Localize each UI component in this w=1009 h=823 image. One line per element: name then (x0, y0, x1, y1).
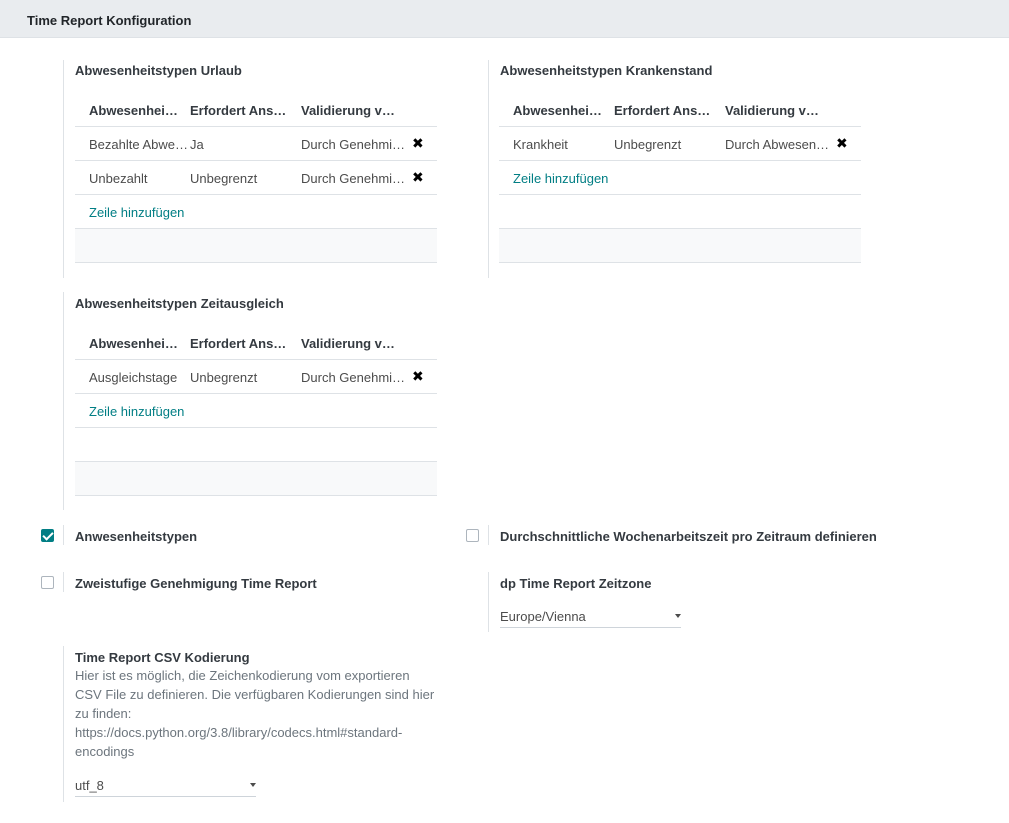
cell-type[interactable]: Bezahlte Abwe… (89, 137, 189, 152)
anwesenheitstypen-label: Anwesenheitstypen (75, 529, 198, 544)
column-header[interactable]: Abwesenhei… (89, 336, 178, 351)
durchschnitt-label: Durchschnittliche Wochenarbeitszeit pro Zeitraum definieren (500, 529, 877, 544)
chevron-down-icon (675, 614, 681, 618)
divider (63, 525, 64, 545)
table-row[interactable] (75, 161, 437, 195)
cell-validation[interactable]: Durch Abwesen… (725, 137, 830, 152)
zeitzone-value: Europe/Vienna (500, 609, 586, 624)
divider (63, 572, 64, 592)
cell-type[interactable]: Ausgleichstage (89, 370, 178, 385)
divider (63, 60, 64, 278)
column-header[interactable]: Erfordert Ans… (614, 103, 711, 118)
table-row[interactable] (499, 127, 861, 161)
table-header (499, 93, 861, 127)
cell-validation[interactable]: Durch Genehmi… (301, 137, 406, 152)
divider (63, 292, 64, 510)
divider (488, 525, 489, 545)
divider (488, 572, 489, 632)
cell-required[interactable]: Unbegrenzt (190, 370, 258, 385)
empty-row (75, 229, 437, 263)
divider (63, 646, 64, 802)
add-line-row (75, 195, 437, 229)
zeitzone-select[interactable] (500, 606, 681, 628)
add-line-link[interactable]: Zeile hinzufügen (513, 171, 609, 186)
empty-row (499, 195, 861, 229)
add-line-row (499, 161, 861, 195)
section-title-zeitausgleich: Abwesenheitstypen Zeitausgleich (75, 296, 284, 311)
add-line-link[interactable]: Zeile hinzufügen (89, 205, 185, 220)
table-row[interactable] (75, 360, 437, 394)
section-title-krankenstand: Abwesenheitstypen Krankenstand (500, 63, 713, 78)
durchschnitt-checkbox[interactable] (466, 529, 479, 542)
column-header[interactable]: Validierung v… (725, 103, 819, 118)
column-header[interactable]: Abwesenhei… (513, 103, 602, 118)
cell-required[interactable]: Unbegrenzt (614, 137, 682, 152)
divider (488, 60, 489, 278)
zweistufig-label: Zweistufige Genehmigung Time Report (75, 576, 317, 591)
cell-required[interactable]: Ja (190, 137, 204, 152)
cell-type[interactable]: Krankheit (513, 137, 568, 152)
add-line-row (75, 394, 437, 428)
close-icon[interactable]: ✖ (412, 169, 424, 185)
anwesenheitstypen-checkbox[interactable] (41, 529, 54, 542)
urlaub-table (75, 93, 437, 264)
table-row[interactable] (75, 127, 437, 161)
page-title: Time Report Konfiguration (27, 13, 192, 28)
table-header (75, 93, 437, 127)
column-header[interactable]: Abwesenhei… (89, 103, 178, 118)
zeitzone-label: dp Time Report Zeitzone (500, 576, 652, 591)
close-icon[interactable]: ✖ (412, 135, 424, 151)
table-header (75, 326, 437, 360)
cell-type[interactable]: Unbezahlt (89, 171, 148, 186)
close-icon[interactable]: ✖ (836, 135, 848, 151)
add-line-link[interactable]: Zeile hinzufügen (89, 404, 185, 419)
column-header[interactable]: Erfordert Ans… (190, 336, 287, 351)
krankenstand-table (499, 93, 861, 264)
zeitausgleich-table (75, 326, 437, 497)
cell-validation[interactable]: Durch Genehmi… (301, 171, 406, 186)
csv-label: Time Report CSV Kodierung (75, 650, 250, 665)
column-header[interactable]: Validierung v… (301, 336, 395, 351)
column-header[interactable]: Validierung v… (301, 103, 395, 118)
section-title-urlaub: Abwesenheitstypen Urlaub (75, 63, 242, 78)
page-header (0, 0, 1009, 38)
zweistufig-checkbox[interactable] (41, 576, 54, 589)
csv-encoding-select[interactable] (75, 775, 256, 797)
close-icon[interactable]: ✖ (412, 368, 424, 384)
cell-validation[interactable]: Durch Genehmi… (301, 370, 406, 385)
chevron-down-icon (250, 783, 256, 787)
empty-row (499, 229, 861, 263)
cell-required[interactable]: Unbegrenzt (190, 171, 258, 186)
column-header[interactable]: Erfordert Ans… (190, 103, 287, 118)
empty-row (75, 428, 437, 462)
empty-row (75, 462, 437, 496)
csv-description: Hier ist es möglich, die Zeichenkodierung vom exportieren CSV File zu definieren. Die verfügbaren Kodierungen sind hier zu finden: https://docs.python.org/3.8/library/codecs.html#standard-encodings (75, 668, 435, 759)
csv-encoding-value: utf_8 (75, 778, 104, 793)
